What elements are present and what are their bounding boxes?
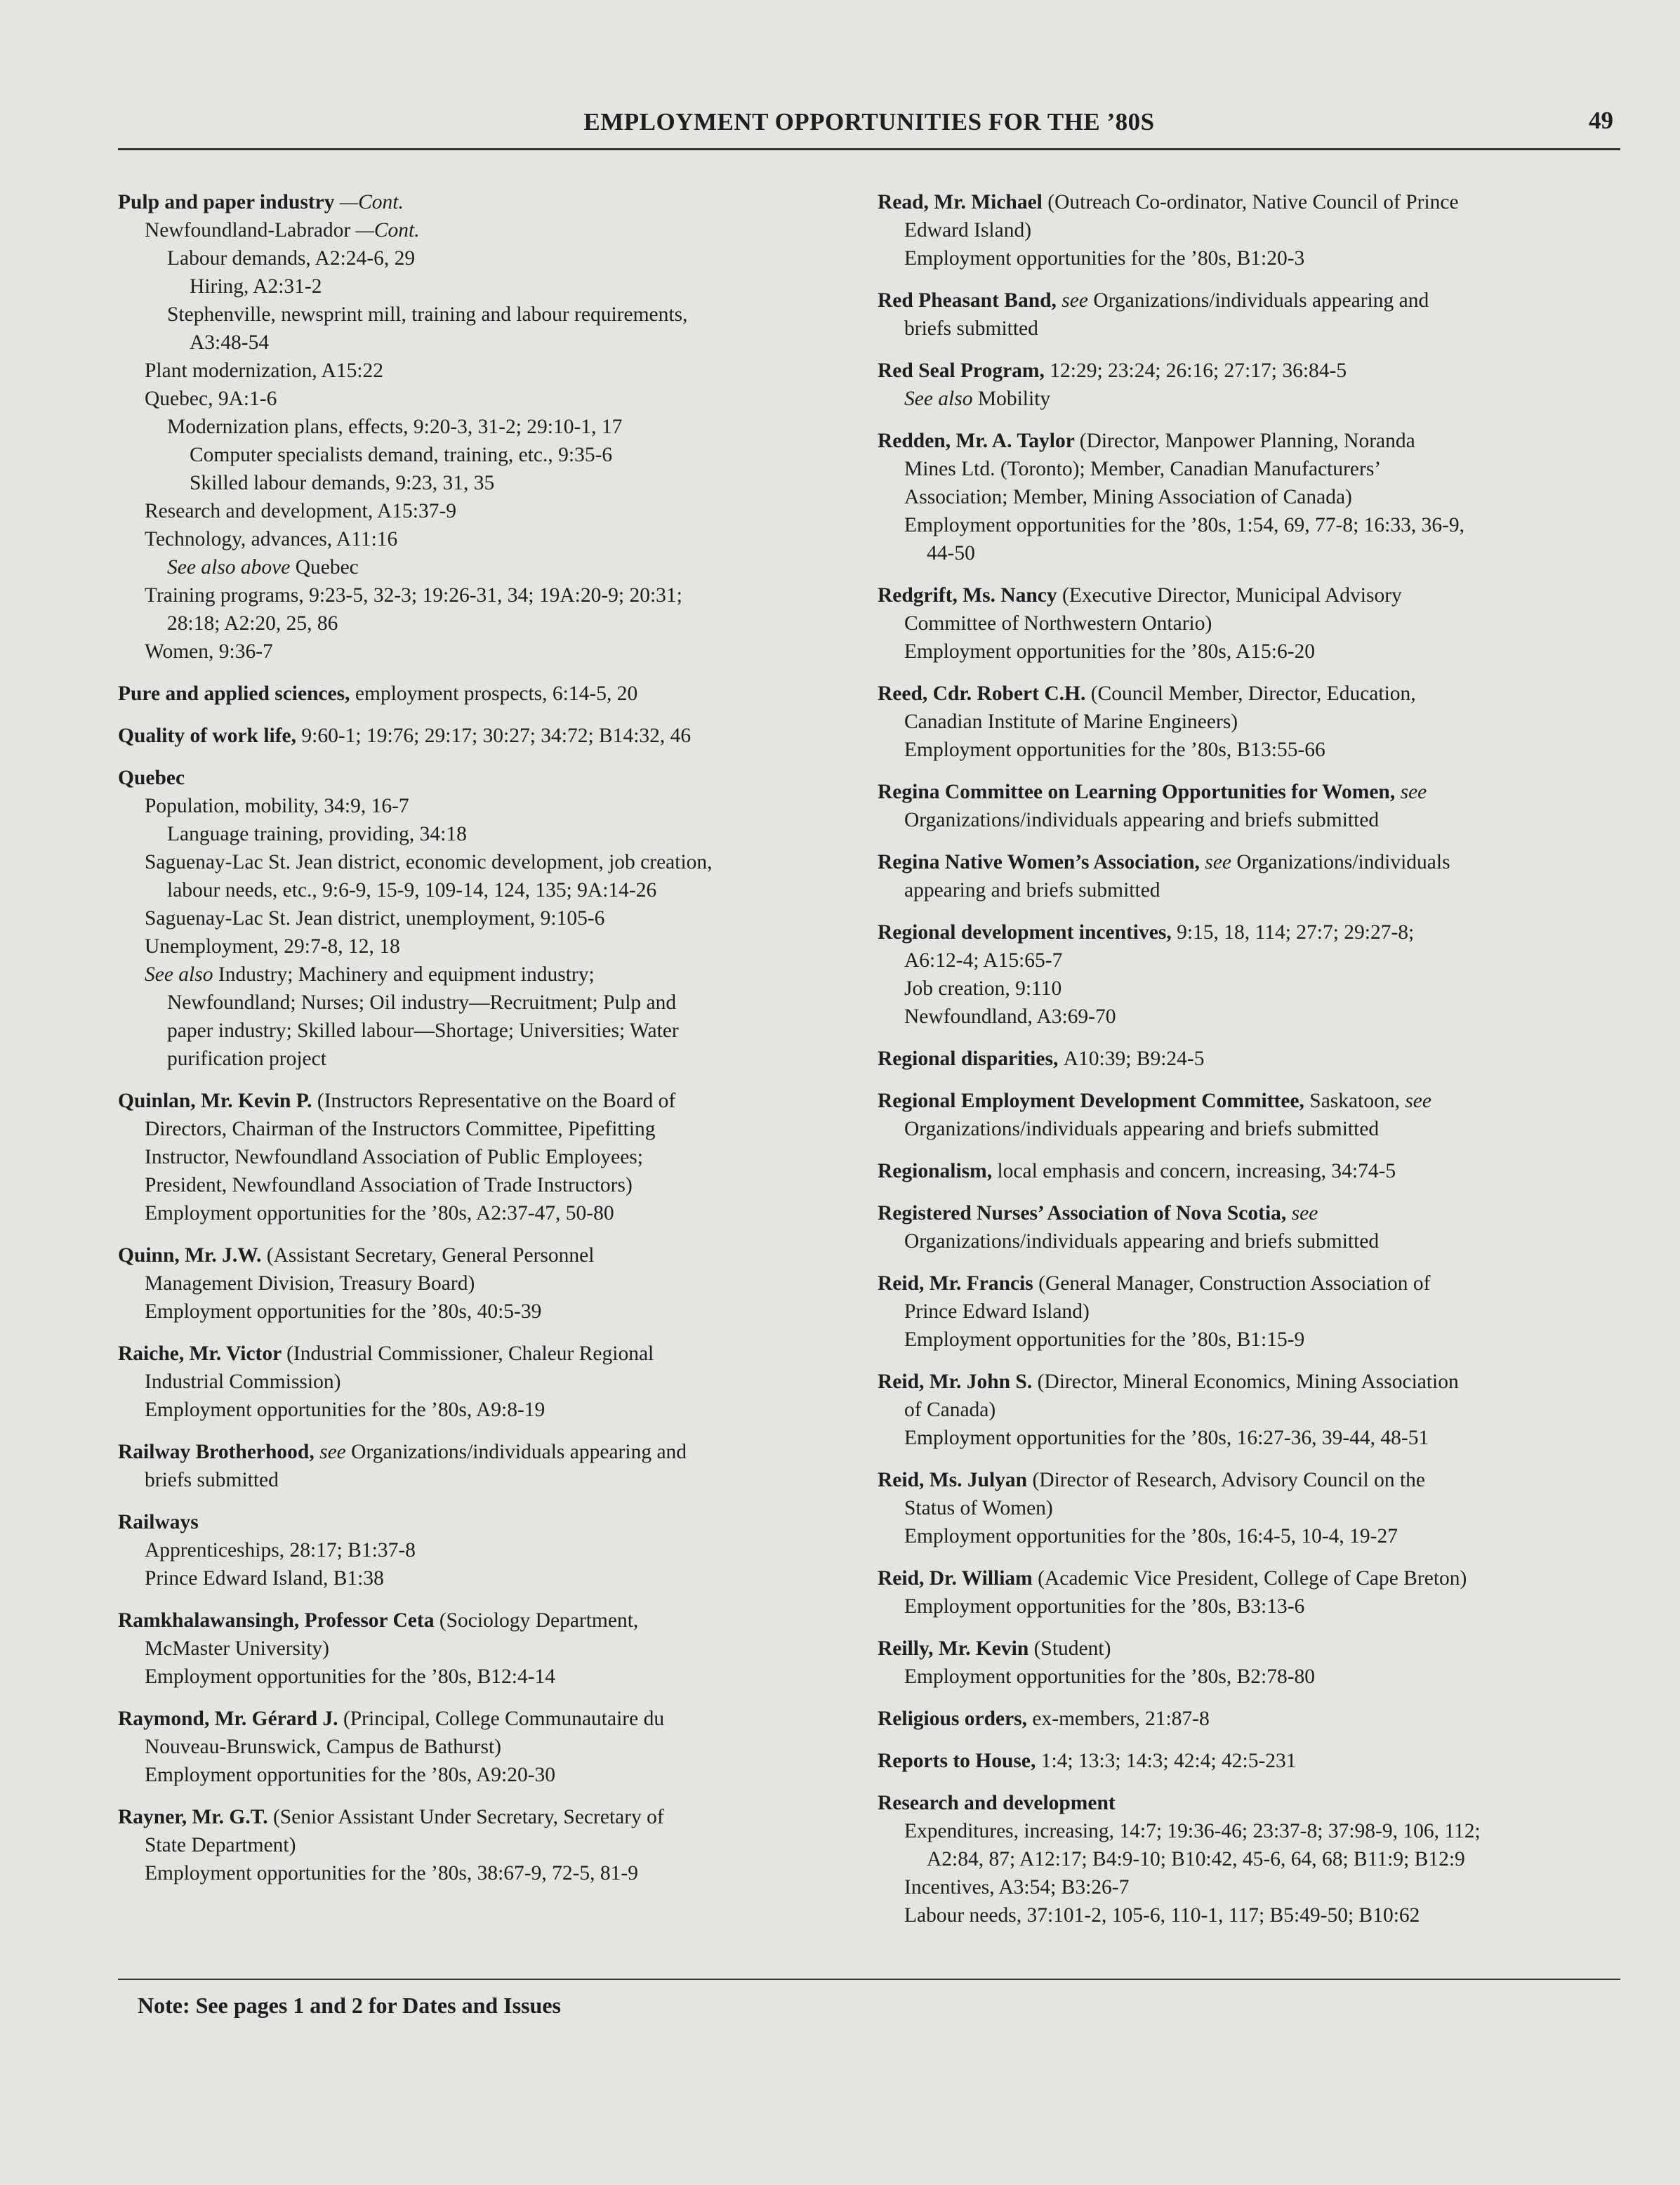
entry-heading: Research and development	[878, 1792, 1116, 1814]
entry-subline	[118, 820, 848, 848]
entry-subline	[878, 1115, 1629, 1143]
entry-subline	[118, 216, 848, 244]
entry-subline	[878, 1845, 1629, 1873]
entry-text: (Industrial Commissioner, Chaleur Regional	[286, 1342, 654, 1365]
entry-heading-line	[118, 1438, 848, 1466]
entry-subline	[878, 244, 1629, 272]
index-entry	[878, 680, 1629, 764]
entry-heading: Reid, Ms. Julyan	[878, 1469, 1033, 1491]
entry-subline	[118, 1635, 848, 1663]
entry-subline	[878, 455, 1629, 483]
entry-subline	[118, 441, 848, 469]
entry-text: Edward Island)	[904, 219, 1032, 242]
entry-subline	[878, 216, 1629, 244]
entry-subline	[118, 1171, 848, 1199]
page-header	[118, 104, 1620, 140]
entry-heading-line	[118, 1087, 848, 1115]
entry-heading: Regionalism,	[878, 1160, 998, 1182]
header-rule	[118, 148, 1620, 150]
entry-heading: Regina Committee on Learning Opportunities for Women,	[878, 781, 1401, 803]
entry-heading-line	[878, 1705, 1629, 1733]
entry-text: A2:84, 87; A12:17; B4:9-10; B10:42, 45-6, 64, 68; B11:9; B12:9	[927, 1848, 1465, 1870]
entry-subline	[878, 638, 1629, 666]
entry-text: Prince Edward Island)	[904, 1300, 1090, 1323]
cross-reference-term: see	[1061, 289, 1094, 312]
entry-subline	[118, 1298, 848, 1326]
entry-text: (Council Member, Director, Education,	[1090, 682, 1416, 705]
cross-reference-term: see	[1205, 851, 1237, 873]
entry-text: Employment opportunities for the ’80s, B12:4-14	[145, 1665, 556, 1688]
entry-subline	[118, 1045, 848, 1073]
entry-subline	[878, 539, 1629, 567]
entry-subline	[118, 638, 848, 666]
entry-heading: Reid, Mr. Francis	[878, 1272, 1039, 1295]
entry-heading: Reed, Cdr. Robert C.H.	[878, 682, 1091, 705]
entry-heading: Reid, Dr. William	[878, 1567, 1038, 1590]
index-entry	[878, 1368, 1629, 1452]
entry-heading-line	[878, 1747, 1629, 1775]
entry-heading: Quality of work life,	[118, 725, 302, 747]
entry-heading-line	[878, 778, 1629, 806]
entry-subline	[878, 1326, 1629, 1354]
entry-text: Skilled labour demands, 9:23, 31, 35	[190, 472, 495, 494]
entry-text: Labour demands, A2:24-6, 29	[167, 247, 416, 270]
entry-text: Employment opportunities for the ’80s, A9:20-30	[145, 1764, 556, 1786]
entry-heading-line	[878, 918, 1629, 946]
entry-text: labour needs, etc., 9:6-9, 15-9, 109-14, 124, 135; 9A:14-26	[167, 879, 657, 902]
entry-text: Organizations/individuals	[1236, 851, 1450, 873]
entry-text: A10:39; B9:24-5	[1063, 1048, 1205, 1070]
entry-heading-line	[118, 722, 848, 750]
entry-text: Expenditures, increasing, 14:7; 19:36-46; 23:37-8; 37:98-9, 106, 112;	[904, 1820, 1481, 1842]
entry-text: (Senior Assistant Under Secretary, Secretary of	[272, 1806, 664, 1828]
entry-heading-line	[118, 1803, 848, 1831]
entry-text: Saskatoon,	[1309, 1090, 1405, 1112]
entry-subline	[118, 609, 848, 638]
entry-subline	[118, 1859, 848, 1887]
entry-subline	[118, 961, 848, 989]
entry-subline	[878, 1663, 1629, 1691]
entry-heading-line	[878, 286, 1629, 315]
entry-subline	[878, 1873, 1629, 1901]
entry-subline	[118, 1199, 848, 1227]
entry-heading-line	[878, 1087, 1629, 1115]
entry-text: Women, 9:36-7	[145, 640, 273, 663]
entry-subline	[118, 1269, 848, 1298]
entry-heading: Raymond, Mr. Gérard J.	[118, 1708, 343, 1730]
entry-heading-line	[878, 1157, 1629, 1185]
entry-text: Employment opportunities for the ’80s, B2:78-80	[904, 1665, 1316, 1688]
entry-heading: Red Seal Program,	[878, 359, 1050, 382]
entry-subline	[878, 1592, 1629, 1620]
entry-subline	[878, 1227, 1629, 1255]
entry-text: A3:48-54	[190, 331, 270, 354]
entry-subline	[118, 1115, 848, 1143]
index-entry	[878, 1466, 1629, 1550]
entry-subline	[118, 848, 848, 876]
entry-text: Saguenay-Lac St. Jean district, economic development, job creation,	[145, 851, 713, 873]
page-number: 49	[1589, 107, 1613, 134]
entry-text: briefs submitted	[145, 1469, 279, 1491]
index-entry	[118, 1508, 848, 1592]
entry-text: Employment opportunities for the ’80s, A9:8-19	[145, 1399, 545, 1421]
entry-text: Canadian Institute of Marine Engineers)	[904, 711, 1238, 733]
index-entry	[878, 1087, 1629, 1143]
entry-subline	[878, 315, 1629, 343]
index-entry	[878, 918, 1629, 1031]
entry-text: Employment opportunities for the ’80s, 16:27-36, 39-44, 48-51	[904, 1427, 1429, 1449]
entry-text: 12:29; 23:24; 26:16; 27:17; 36:84-5	[1050, 359, 1347, 382]
entry-text: (Student)	[1033, 1637, 1111, 1660]
entry-text: Plant modernization, A15:22	[145, 359, 384, 382]
entry-text: Employment opportunities for the ’80s, 40:5-39	[145, 1300, 542, 1323]
entry-heading: Regional Employment Development Committee,	[878, 1090, 1310, 1112]
index-entry	[878, 188, 1629, 272]
entry-text: Instructor, Newfoundland Association of Public Employees;	[145, 1146, 643, 1168]
entry-heading: Quinn, Mr. J.W.	[118, 1244, 267, 1267]
entry-subline	[118, 1564, 848, 1592]
entry-heading-line	[878, 581, 1629, 609]
entry-text: Newfoundland, A3:69-70	[904, 1005, 1116, 1028]
entry-text: McMaster University)	[145, 1637, 329, 1660]
entry-subline	[118, 1017, 848, 1045]
entry-text: ex-members, 21:87-8	[1032, 1708, 1210, 1730]
entry-subline	[118, 1466, 848, 1494]
entry-text: Employment opportunities for the ’80s, 38:67-9, 72-5, 81-9	[145, 1862, 638, 1884]
entry-subline	[118, 1831, 848, 1859]
entry-text: Job creation, 9:110	[904, 977, 1062, 1000]
entry-subline	[878, 708, 1629, 736]
entry-text: Organizations/individuals appearing and briefs submitted	[904, 809, 1380, 831]
entry-text: (Director of Research, Advisory Council on the	[1032, 1469, 1426, 1491]
entry-text: of Canada)	[904, 1399, 996, 1421]
entry-heading: Registered Nurses’ Association of Nova Scotia,	[878, 1202, 1292, 1224]
cross-reference-term: See also above	[167, 556, 296, 579]
entry-subline	[878, 511, 1629, 539]
entry-subline	[118, 904, 848, 932]
entry-subline	[118, 385, 848, 413]
entry-text: briefs submitted	[904, 317, 1038, 340]
entry-subline	[118, 357, 848, 385]
index-entry	[878, 778, 1629, 834]
entry-heading: Ramkhalawansingh, Professor Ceta	[118, 1609, 439, 1632]
entry-subline	[118, 329, 848, 357]
entry-subline	[118, 1368, 848, 1396]
entry-heading-line	[878, 357, 1629, 385]
entry-text: Population, mobility, 34:9, 16-7	[145, 795, 409, 817]
entry-heading: Reports to House,	[878, 1750, 1041, 1772]
entry-heading: Reid, Mr. John S.	[878, 1371, 1038, 1393]
entry-text: Saguenay-Lac St. Jean district, unemployment, 9:105-6	[145, 907, 605, 930]
entry-subline	[118, 1396, 848, 1424]
footer-note: Note: See pages 1 and 2 for Dates and Issues	[138, 1993, 561, 2018]
entry-text: (Executive Director, Municipal Advisory	[1062, 584, 1402, 607]
entry-text: paper industry; Skilled labour—Shortage; Universities; Water	[167, 1019, 679, 1042]
entry-text: Technology, advances, A11:16	[145, 528, 398, 550]
entry-text: Employment opportunities for the ’80s, B1:20-3	[904, 247, 1305, 270]
entry-subline	[118, 301, 848, 329]
entry-heading-line	[878, 1368, 1629, 1396]
entry-text: (Outreach Co-ordinator, Native Council of Prince	[1047, 191, 1459, 213]
index-entry	[118, 1705, 848, 1789]
entry-heading: Religious orders,	[878, 1708, 1033, 1730]
entry-subline	[118, 581, 848, 609]
index-column-left	[118, 188, 848, 1901]
entry-heading: Read, Mr. Michael	[878, 191, 1048, 213]
cross-reference-term: See also	[145, 963, 218, 986]
entry-heading-line	[118, 764, 848, 792]
index-entry	[878, 1564, 1629, 1620]
index-entry	[878, 1045, 1629, 1073]
entry-text: (Instructors Representative on the Board of	[317, 1090, 676, 1112]
entry-text: Mobility	[977, 388, 1051, 410]
entry-text: Language training, providing, 34:18	[167, 823, 467, 845]
entry-subline	[878, 1298, 1629, 1326]
entry-subline	[118, 525, 848, 553]
entry-text: Newfoundland; Nurses; Oil industry—Recruitment; Pulp and	[167, 991, 677, 1014]
index-entry	[878, 1635, 1629, 1691]
entry-heading-line	[118, 1340, 848, 1368]
entry-text: Employment opportunities for the ’80s, B13:55-66	[904, 739, 1325, 761]
entry-subline	[118, 469, 848, 497]
entry-subline	[118, 1143, 848, 1171]
entry-heading-line	[118, 1705, 848, 1733]
entry-subline	[118, 792, 848, 820]
entry-heading: Railways	[118, 1511, 199, 1533]
cross-reference-term: —Cont.	[339, 191, 404, 213]
entry-text: Employment opportunities for the ’80s, A2:37-47, 50-80	[145, 1202, 614, 1224]
index-entry	[118, 722, 848, 750]
index-entry	[878, 1747, 1629, 1775]
entry-heading-line	[878, 848, 1629, 876]
entry-subline	[118, 553, 848, 581]
entry-text: Directors, Chairman of the Instructors Committee, Pipefitting	[145, 1118, 656, 1140]
entry-text: Training programs, 9:23-5, 32-3; 19:26-31, 34; 19A:20-9; 20:31;	[145, 584, 682, 607]
entry-subline	[878, 1817, 1629, 1845]
entry-text: Prince Edward Island, B1:38	[145, 1567, 384, 1590]
cross-reference-term: see	[1405, 1090, 1431, 1112]
entry-text: Employment opportunities for the ’80s, B3:13-6	[904, 1595, 1305, 1618]
entry-text: (Sociology Department,	[439, 1609, 639, 1632]
entry-subline	[878, 1522, 1629, 1550]
entry-text: Research and development, A15:37-9	[145, 500, 457, 522]
entry-subline	[878, 609, 1629, 638]
entry-heading-line	[878, 1564, 1629, 1592]
entry-heading-line	[878, 1045, 1629, 1073]
entry-subline	[118, 876, 848, 904]
entry-text: 9:60-1; 19:76; 29:17; 30:27; 34:72; B14:32, 46	[301, 725, 692, 747]
entry-heading-line	[878, 1466, 1629, 1494]
entry-text: President, Newfoundland Association of Trade Instructors)	[145, 1174, 633, 1196]
entry-text: (Principal, College Communautaire du	[343, 1708, 665, 1730]
entry-subline	[118, 413, 848, 441]
entry-subline	[878, 1901, 1629, 1929]
entry-heading-line	[118, 680, 848, 708]
index-entry	[878, 357, 1629, 413]
entry-heading: Rayner, Mr. G.T.	[118, 1806, 273, 1828]
entry-subline	[878, 1396, 1629, 1424]
entry-subline	[118, 989, 848, 1017]
entry-text: (General Manager, Construction Association of	[1038, 1272, 1431, 1295]
entry-text: Nouveau-Brunswick, Campus de Bathurst)	[145, 1736, 501, 1758]
entry-heading-line	[118, 1606, 848, 1635]
entry-subline	[878, 1424, 1629, 1452]
entry-heading: Red Pheasant Band,	[878, 289, 1062, 312]
entry-text: (Director, Manpower Planning, Noranda	[1079, 430, 1415, 452]
entry-subline	[878, 876, 1629, 904]
cross-reference-term: see	[1291, 1202, 1318, 1224]
entry-text: 9:15, 18, 114; 27:7; 29:27-8;	[1177, 921, 1415, 944]
entry-subline	[878, 1003, 1629, 1031]
entry-text: local emphasis and concern, increasing, 34:74-5	[997, 1160, 1396, 1182]
index-entry	[118, 1241, 848, 1326]
index-entry	[878, 286, 1629, 343]
entry-subline	[118, 1663, 848, 1691]
entry-text: Employment opportunities for the ’80s, A15:6-20	[904, 640, 1316, 663]
entry-text: purification project	[167, 1048, 326, 1070]
entry-heading-line	[878, 188, 1629, 216]
entry-heading-line	[118, 1241, 848, 1269]
entry-text: A6:12-4; A15:65-7	[904, 949, 1063, 972]
page-title: EMPLOYMENT OPPORTUNITIES FOR THE ’80S	[583, 108, 1155, 136]
entry-text: Labour needs, 37:101-2, 105-6, 110-1, 117; B5:49-50; B10:62	[904, 1904, 1420, 1927]
index-entry	[878, 581, 1629, 666]
entry-text: 44-50	[927, 542, 975, 565]
index-entry	[118, 1340, 848, 1424]
entry-text: Computer specialists demand, training, etc., 9:35-6	[190, 444, 613, 466]
entry-heading: Railway Brotherhood,	[118, 1441, 320, 1463]
entry-subline	[878, 736, 1629, 764]
entry-subline	[878, 946, 1629, 975]
entry-text: appearing and briefs submitted	[904, 879, 1160, 902]
cross-reference-term: See also	[904, 388, 978, 410]
entry-heading: Pure and applied sciences,	[118, 682, 355, 705]
entry-subline	[118, 244, 848, 272]
entry-heading-line	[118, 1508, 848, 1536]
entry-text: employment prospects, 6:14-5, 20	[355, 682, 638, 705]
entry-text: Organizations/individuals appearing and	[1093, 289, 1429, 312]
entry-subline	[878, 1494, 1629, 1522]
entry-heading: Regina Native Women’s Association,	[878, 851, 1205, 873]
entry-text: Quebec, 9A:1-6	[145, 388, 277, 410]
entry-heading-line	[878, 427, 1629, 455]
index-entry	[118, 1087, 848, 1227]
entry-subline	[878, 975, 1629, 1003]
entry-heading: Pulp and paper industry	[118, 191, 340, 213]
index-entry	[118, 188, 848, 666]
entry-heading-line	[878, 1269, 1629, 1298]
index-entry	[878, 1199, 1629, 1255]
entry-heading: Regional development incentives,	[878, 921, 1177, 944]
entry-heading: Quebec	[118, 767, 185, 789]
index-entry	[118, 764, 848, 1073]
index-column-right	[878, 188, 1629, 1943]
entry-text: 1:4; 13:3; 14:3; 42:4; 42:5-231	[1040, 1750, 1297, 1772]
footer-rule	[118, 1979, 1620, 1980]
entry-subline	[118, 1733, 848, 1761]
entry-text: Industrial Commission)	[145, 1371, 341, 1393]
entry-heading: Reilly, Mr. Kevin	[878, 1637, 1034, 1660]
entry-heading-line	[878, 1635, 1629, 1663]
entry-text: Association; Member, Mining Association of Canada)	[904, 486, 1352, 508]
entry-heading: Raiche, Mr. Victor	[118, 1342, 287, 1365]
entry-heading-line	[878, 1199, 1629, 1227]
entry-subline	[118, 932, 848, 961]
entry-text: Apprenticeships, 28:17; B1:37-8	[145, 1539, 416, 1562]
entry-subline	[118, 1536, 848, 1564]
entry-text: Employment opportunities for the ’80s, B1:15-9	[904, 1328, 1305, 1351]
entry-text: Mines Ltd. (Toronto); Member, Canadian Manufacturers’	[904, 458, 1382, 480]
entry-text: Committee of Northwestern Ontario)	[904, 612, 1212, 635]
entry-subline	[878, 806, 1629, 834]
entry-subline	[118, 497, 848, 525]
index-entry	[878, 1157, 1629, 1185]
index-entry	[118, 1803, 848, 1887]
entry-heading-line	[878, 680, 1629, 708]
entry-text: Unemployment, 29:7-8, 12, 18	[145, 935, 400, 958]
index-entry	[878, 1705, 1629, 1733]
entry-text: Newfoundland-Labrador	[145, 219, 356, 242]
index-entry	[118, 1606, 848, 1691]
index-entry	[878, 1789, 1629, 1929]
entry-heading: Redden, Mr. A. Taylor	[878, 430, 1080, 452]
index-entry	[878, 427, 1629, 567]
entry-text: Organizations/individuals appearing and briefs submitted	[904, 1118, 1380, 1140]
entry-subline	[878, 385, 1629, 413]
entry-text: Incentives, A3:54; B3:26-7	[904, 1876, 1130, 1899]
entry-text: Industry; Machinery and equipment industry;	[218, 963, 595, 986]
entry-text: (Assistant Secretary, General Personnel	[266, 1244, 595, 1267]
entry-heading: Quinlan, Mr. Kevin P.	[118, 1090, 317, 1112]
cross-reference-term: see	[1400, 781, 1427, 803]
entry-text: (Academic Vice President, College of Cape Breton)	[1038, 1567, 1467, 1590]
entry-text: Employment opportunities for the ’80s, 16:4-5, 10-4, 19-27	[904, 1525, 1398, 1547]
entry-text: Hiring, A2:31-2	[190, 275, 322, 298]
index-entry	[878, 1269, 1629, 1354]
index-entry	[118, 1438, 848, 1494]
entry-subline	[118, 1761, 848, 1789]
entry-text: Quebec	[295, 556, 359, 579]
entry-heading-line	[878, 1789, 1629, 1817]
entry-text: 28:18; A2:20, 25, 86	[167, 612, 338, 635]
entry-subline	[118, 272, 848, 301]
index-entry	[878, 848, 1629, 904]
entry-text: (Director, Mineral Economics, Mining Association	[1037, 1371, 1459, 1393]
entry-heading: Redgrift, Ms. Nancy	[878, 584, 1062, 607]
entry-text: Organizations/individuals appearing and	[351, 1441, 687, 1463]
entry-heading-line	[118, 188, 848, 216]
entry-heading: Regional disparities,	[878, 1048, 1064, 1070]
entry-text: State Department)	[145, 1834, 296, 1856]
entry-text: Management Division, Treasury Board)	[145, 1272, 475, 1295]
entry-text: Modernization plans, effects, 9:20-3, 31-2; 29:10-1, 17	[167, 416, 623, 438]
entry-text: Status of Women)	[904, 1497, 1053, 1519]
entry-text: Stephenville, newsprint mill, training and labour requirements,	[167, 303, 688, 326]
entry-subline	[878, 483, 1629, 511]
cross-reference-term: —Cont.	[355, 219, 420, 242]
cross-reference-term: see	[319, 1441, 352, 1463]
index-entry	[118, 680, 848, 708]
entry-text: Employment opportunities for the ’80s, 1:54, 69, 77-8; 16:33, 36-9,	[904, 514, 1465, 536]
entry-text: Organizations/individuals appearing and briefs submitted	[904, 1230, 1380, 1253]
